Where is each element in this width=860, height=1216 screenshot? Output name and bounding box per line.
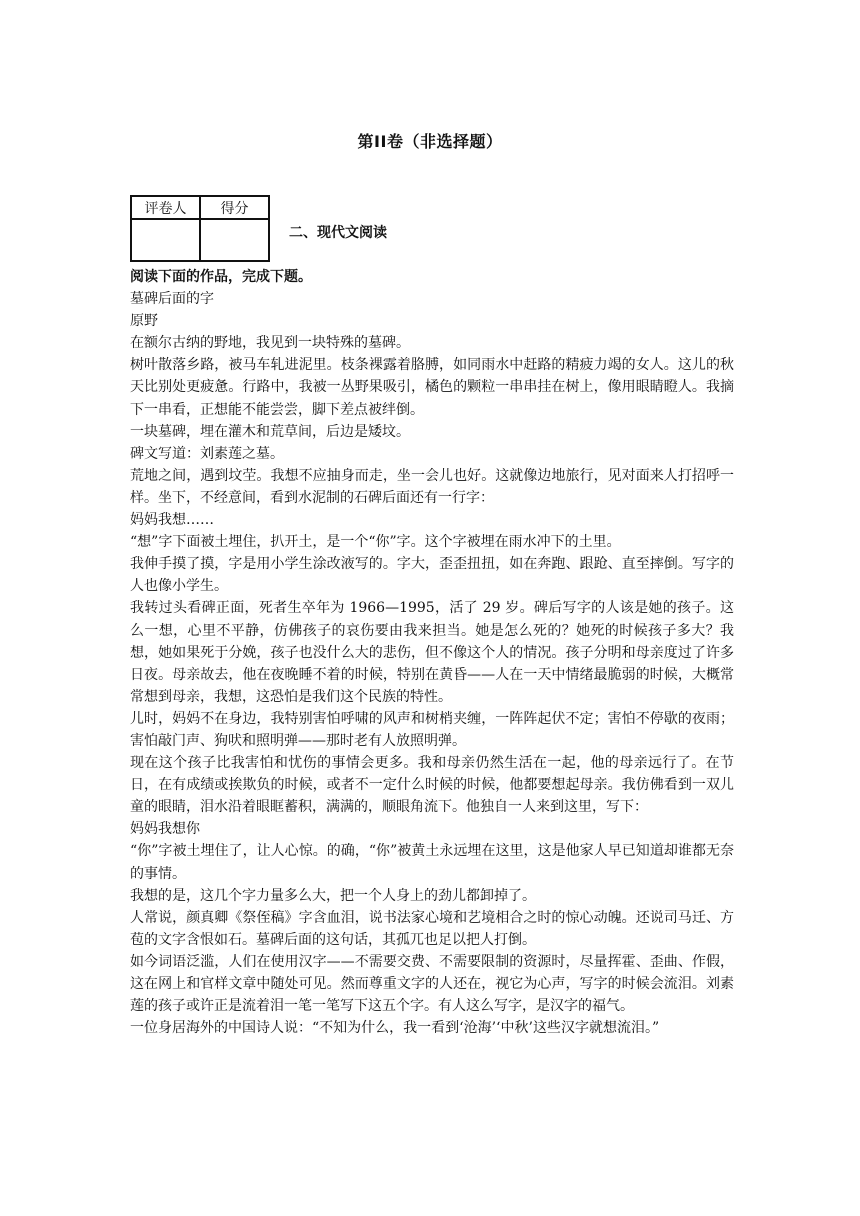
score-cell [200, 219, 269, 261]
article-paragraph: 如今词语泛滥，人们在使用汉字——不需要交费、不需要限制的资源时，尽量挥霍、歪曲、作假，这在网上和官样文章中随处可见。然而尊重文字的人还在，视它为心声，写字的时候会流泪。刘素莲的孩子或许正是流着泪一笔一笔写下这五个字。有人这么写字，是汉字的福气。 [130, 953, 734, 1015]
article-paragraph: 人常说，颜真卿《祭侄稿》字含血泪，说书法家心境和艺境相合之时的惊心动魄。还说司马迁、方苞的文字含恨如石。墓碑后面的这句话，其孤兀也足以把人打倒。 [130, 909, 734, 948]
article-paragraph: 现在这个孩子比我害怕和忧伤的事情会更多。我和母亲仍然生活在一起，他的母亲远行了。在节日，在有成绩或挨欺负的时候，或者不一定什么时候的时候，他都要想起母亲。我仿佛看到一双儿童的眼睛，泪水沿着眼眶蓄积，满满的，顺眼角流下。他独自一人来到这里，写下： [130, 755, 734, 816]
score-label: 得分 [200, 196, 269, 219]
article-paragraph: 一位身居海外的中国诗人说：“不知为什么，我一看到‘沧海’‘中秋’这些汉字就想流泪。” [130, 1020, 660, 1037]
instruction-text: 阅读下面的作品，完成下题。 [130, 269, 312, 285]
score-table-header-row [131, 196, 269, 219]
score-table-body-row [131, 219, 269, 261]
section-heading: 二、现代文阅读 [289, 225, 387, 241]
article-paragraph: “想”字下面被土埋住，扒开土，是一个“你”字。这个字被埋在雨水冲下的土里。 [130, 534, 621, 551]
article-paragraph: 荒地之间，遇到坟茔。我想不应抽身而走，坐一会儿也好。这就像边地旅行，见对面来人打招呼一样。坐下，不经意间，看到水泥制的石碑后面还有一行字： [130, 467, 734, 506]
article-paragraph: 碑文写道：刘素莲之墓。 [130, 445, 284, 462]
article-paragraph: 我伸手摸了摸，字是用小学生涂改液写的。字大，歪歪扭扭，如在奔跑、跟跄、直至摔倒。写字的人也像小学生。 [130, 556, 734, 595]
article-paragraph: 在额尔古纳的野地，我见到一块特殊的墓碑。 [130, 335, 410, 352]
score-table [130, 195, 270, 262]
article-paragraph: 妈妈我想…… [130, 512, 214, 529]
article-paragraph: 妈妈我想你 [130, 821, 200, 838]
article-paragraph: 树叶散落乡路，被马车轧进泥里。枝条裸露着胳膊，如同雨水中赶路的精疲力竭的女人。这儿的秋天比别处更疲惫。行路中，我被一丛野果吸引，橘色的颗粒一串串挂在树上，像用眼睛瞪人。我摘下一串看，正想能不能尝尝，脚下差点被绊倒。 [130, 357, 734, 418]
article-title: 墓碑后面的字 [130, 291, 214, 308]
grader-cell [131, 219, 200, 261]
article-paragraph: 儿时，妈妈不在身边，我特别害怕呼啸的风声和树梢夹缠，一阵阵起伏不定；害怕不停歇的夜雨；害怕敲门声、狗吠和照明弹——那时老有人放照明弹。 [130, 710, 734, 749]
reading-content [130, 266, 734, 1039]
page-title: 第II卷（非选择题） [357, 132, 503, 151]
article-paragraph: 我想的是，这几个字力量多么大，把一个人身上的劲儿都卸掉了。 [130, 887, 536, 904]
article-paragraph: 一块墓碑，埋在灌木和荒草间，后边是矮坟。 [130, 423, 410, 440]
article-paragraph: “你”字被土埋住了，让人心惊。的确，“你”被黄土永远埋在这里，这是他家人早已知道却谁都无奈的事情。 [130, 843, 734, 882]
grader-label: 评卷人 [131, 196, 200, 219]
article-paragraph: 我转过头看碑正面，死者生卒年为 1966—1995，活了 29 岁。碑后写字的人该是她的孩子。这么一想，心里不平静，仿佛孩子的哀伤要由我来担当。她是怎么死的？她死的时候孩子多大？我想，她如果死于分娩，孩子也没什么大的悲伤，但不像这个人的情况。孩子分明和母亲度过了许多日夜。母亲故去，他在夜晚睡不着的时候，特别在黄昏——人在一天中情绪最脆弱的时候，大概常常想到母亲，我想，这恐怕是我们这个民族的特性。 [130, 600, 734, 705]
article-author: 原野 [130, 313, 158, 330]
